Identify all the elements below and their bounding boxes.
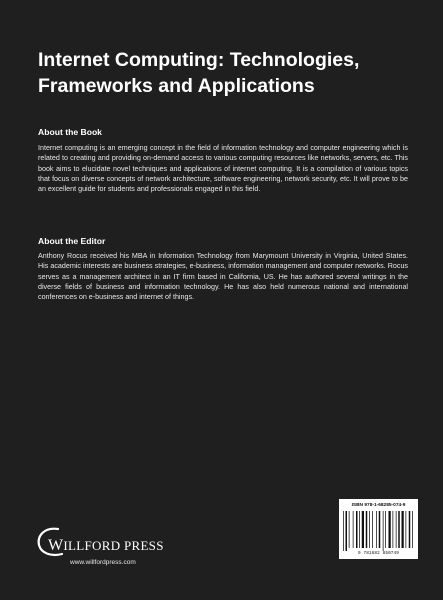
barcode-bar (393, 511, 394, 548)
publisher-logo (36, 526, 166, 556)
barcode-bar (362, 511, 364, 548)
publisher-logo-rest: ILLFORD PRESS (63, 538, 164, 553)
barcode-bar (356, 511, 358, 548)
publisher-website: www.willfordpress.com (70, 559, 136, 566)
barcode-bar (346, 511, 348, 551)
barcode-bar (396, 511, 397, 548)
barcode-bar (406, 511, 407, 548)
barcode-bar (366, 511, 368, 548)
about-book-heading: About the Book (38, 127, 102, 137)
publisher-logo-initial: W (48, 537, 64, 554)
isbn-barcode (339, 499, 418, 559)
barcode-bar (379, 511, 381, 548)
barcode-bar (353, 511, 354, 548)
book-title-line-1: Internet Computing: Technologies, (38, 49, 360, 71)
barcode-bar (402, 511, 404, 548)
about-editor-heading: About the Editor (38, 236, 106, 246)
book-title (38, 47, 418, 99)
barcode-bar (385, 511, 386, 548)
barcode-bar (372, 511, 373, 548)
about-editor-text: Anthony Rocus received his MBA in Information Technology from Marymount University in Virginia, United States. His academic interests are business strategies, e-business, information management and computer networks. Rocus serves as a management architect in an IT firm based in California, US. He has authored several writings in the diverse fields of business and information technology. He has also held numerous national and international conferences on e-business and internet of things. (38, 252, 408, 302)
about-book-text: Internet computing is an emerging concept in the field of information technology and computer engineering which is related to creating and providing on-demand access to various computing resources like networks, servers, etc. This book aims to elucidate novel techniques and applications of internet computing. It is a compilation of various topics that focus on diverse concepts of network architecture, software engineering, network security, etc. It will prove to be an excellent guide for students and professionals engaged in this field. (38, 144, 408, 194)
barcode-bar (389, 511, 391, 548)
barcode-bar (409, 511, 411, 548)
barcode-bar (349, 511, 350, 548)
isbn-number: ISBN 978-1-68285-074-9 (351, 503, 406, 508)
publisher-logo-text (48, 537, 164, 555)
barcode-bar (369, 511, 370, 548)
barcode-digits: 9 781682 850749 (357, 551, 400, 556)
barcode-bar (343, 511, 344, 551)
barcode-bars (343, 511, 414, 551)
barcode-bar (376, 511, 377, 548)
book-title-line-2: Frameworks and Applications (38, 75, 315, 97)
barcode-bar (412, 511, 413, 548)
barcode-bar (383, 511, 384, 551)
barcode-bar (359, 511, 360, 548)
barcode-bar (398, 511, 400, 548)
